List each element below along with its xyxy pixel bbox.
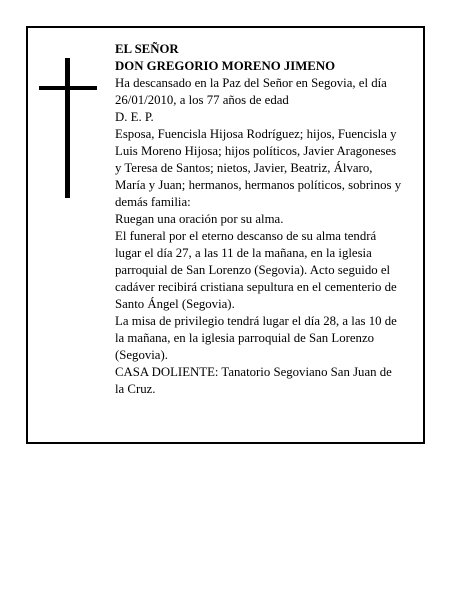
notice-line: Luis Moreno Hijosa; hijos políticos, Javier Aragoneses [115, 144, 397, 158]
notice-line: demás familia: [115, 195, 191, 209]
notice-line: y Teresa de Santos; nietos, Javier, Beatriz, Álvaro, [115, 161, 373, 175]
notice-line: parroquial de San Lorenzo (Segovia). Acto seguido el [115, 263, 391, 277]
notice-line: La misa de privilegio tendrá lugar el día 28, a las 10 de [115, 314, 397, 328]
cross-icon [39, 58, 97, 198]
obituary-notice [26, 26, 425, 444]
notice-line: la mañana, en la iglesia parroquial de San Lorenzo [115, 331, 375, 345]
notice-line: CASA DOLIENTE: Tanatorio Segoviano San Juan de [115, 365, 392, 379]
notice-heading-name: DON GREGORIO MORENO JIMENO [115, 59, 336, 73]
notice-line: Ha descansado en la Paz del Señor en Segovia, el día [115, 76, 387, 90]
notice-line: Esposa, Fuencisla Hijosa Rodríguez; hijos, Fuencisla y [115, 127, 397, 141]
notice-heading-title: EL SEÑOR [115, 42, 179, 56]
notice-line: 26/01/2010, a los 77 años de edad [115, 93, 289, 107]
notice-line: cadáver recibirá cristiana sepultura en el cementerio de [115, 280, 397, 294]
notice-line: Santo Ángel (Segovia). [115, 297, 235, 311]
notice-line: El funeral por el eterno descanso de su alma tendrá [115, 229, 377, 243]
notice-line: la Cruz. [115, 382, 156, 396]
notice-line: María y Juan; hermanos, hermanos políticos, sobrinos y [115, 178, 402, 192]
notice-line: Ruegan una oración por su alma. [115, 212, 284, 226]
notice-line: (Segovia). [115, 348, 168, 362]
cross-vertical-bar [65, 58, 70, 198]
cross-horizontal-bar [39, 86, 97, 90]
notice-line: lugar el día 27, a las 11 de la mañana, en la iglesia [115, 246, 372, 260]
notice-text [115, 41, 421, 398]
notice-line: D. E. P. [115, 110, 154, 124]
